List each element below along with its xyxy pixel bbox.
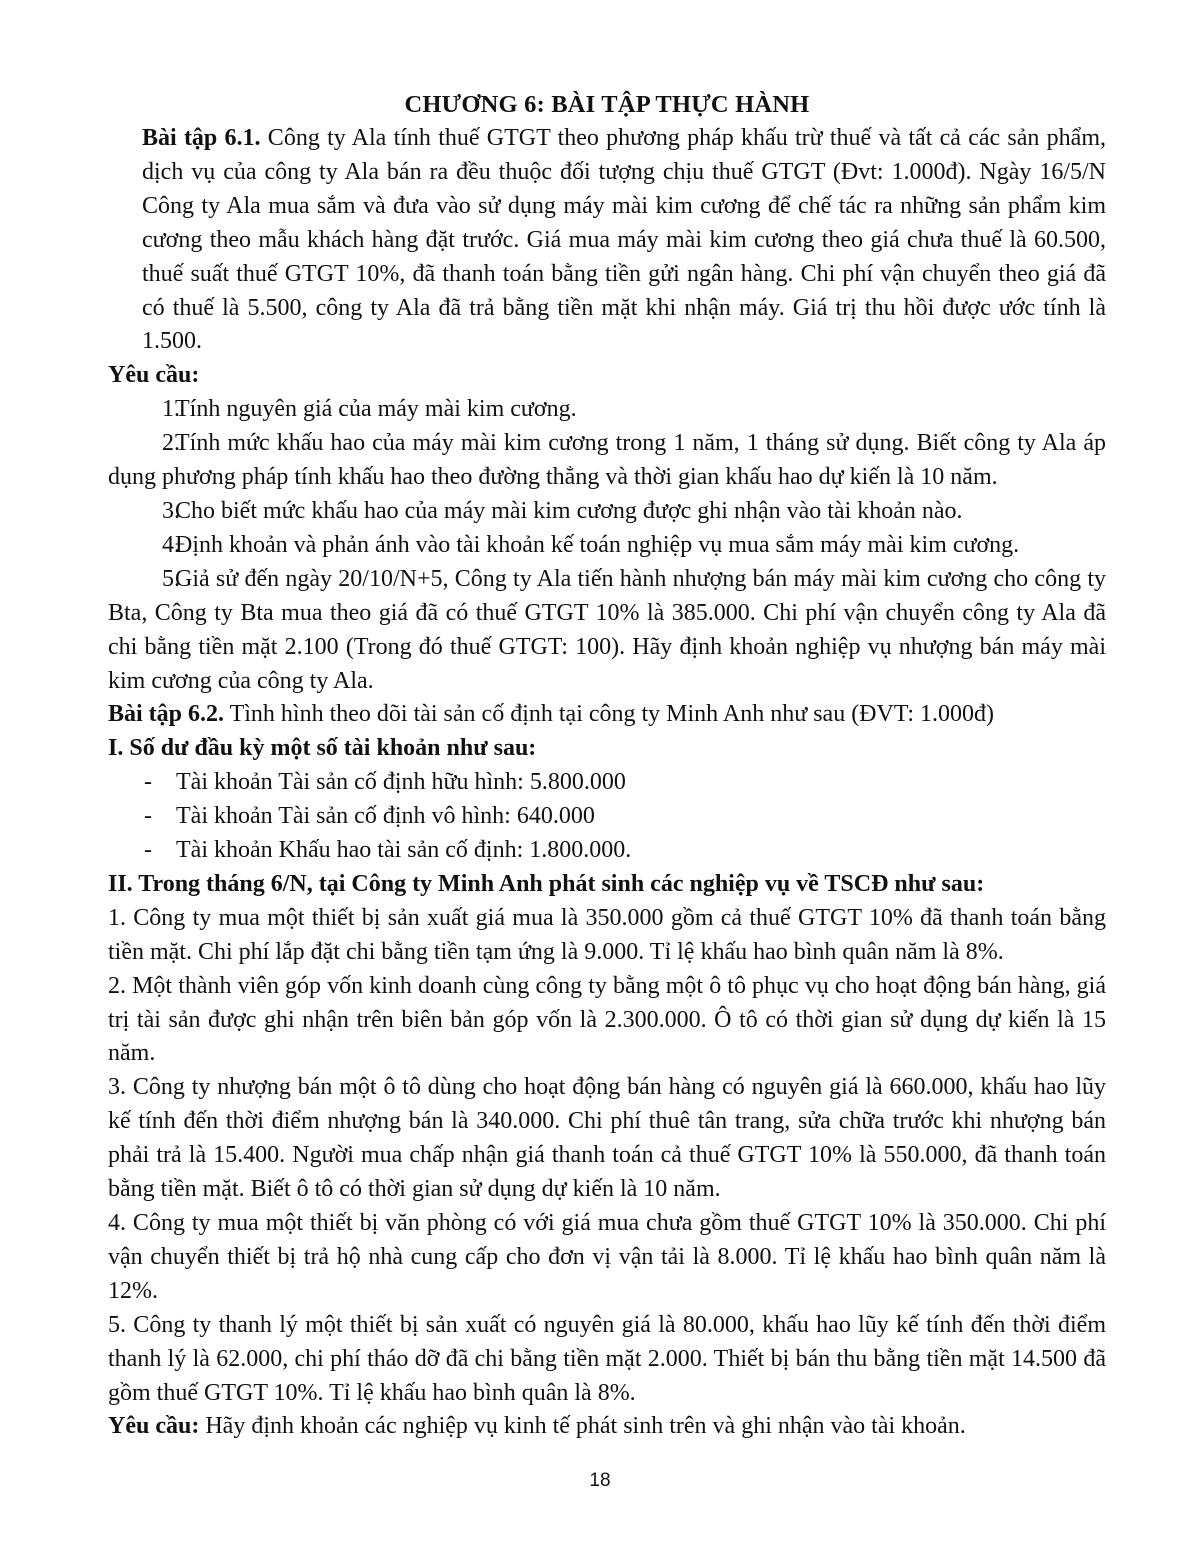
exercise-6-1-paragraph	[142, 122, 1106, 359]
exercise-6-1-intro	[108, 122, 1106, 359]
transaction-item: 1. Công ty mua một thiết bị sản xuất giá mua là 350.000 gồm cả thuế GTGT 10% đã thanh toán bằng tiền mặt. Chi phí lắp đặt chi bằng tiền tạm ứng là 9.000. Tỉ lệ khấu hao bình quân năm là 8%.	[108, 904, 1106, 965]
balance-item	[108, 834, 1106, 868]
requirement-item	[108, 393, 1106, 427]
exercise-6-2-body: Tình hình theo dõi tài sản cố định tại công ty Minh Anh như sau (ĐVT: 1.000đ)	[224, 701, 994, 728]
final-requirement-text: Hãy định khoản các nghiệp vụ kinh tế phát sinh trên và ghi nhận vào tài khoản.	[199, 1413, 966, 1440]
requirement-number: 5.	[162, 565, 180, 592]
exercise-6-2-label: Bài tập 6.2.	[108, 701, 225, 728]
transaction-item: 2. Một thành viên góp vốn kinh doanh cùng công ty bằng một ô tô phục vụ cho hoạt động bán hàng, giá trị tài sản được ghi nhận trên biên bản góp vốn là 2.300.000. Ô tô có thời gian sử dụng dự kiến là 15 năm.	[108, 972, 1106, 1067]
requirement-number: 3.	[162, 497, 180, 524]
requirement-item	[108, 495, 1106, 529]
transaction-item: 4. Công ty mua một thiết bị văn phòng có với giá mua chưa gồm thuế GTGT 10% là 350.000. Chi phí vận chuyển thiết bị trả hộ nhà cung cấp cho đơn vị vận tải là 8.000. Tỉ lệ khấu hao bình quân năm là 12%.	[108, 1210, 1106, 1304]
document-page	[108, 88, 1106, 1444]
bullet-dash: -	[144, 769, 152, 796]
page-number: 18	[589, 1470, 611, 1491]
requirement-item	[108, 563, 1106, 699]
requirement-number: 4.	[162, 531, 180, 558]
requirement-text: Tính nguyên giá của máy mài kim cương.	[175, 396, 577, 423]
requirement-number: 1.	[162, 396, 180, 423]
requirement-item	[108, 427, 1106, 495]
balance-item	[108, 800, 1106, 834]
final-requirement	[108, 1410, 1106, 1444]
transactions-heading: II. Trong tháng 6/N, tại Công ty Minh Anh phát sinh các nghiệp vụ về TSCĐ như sau:	[108, 870, 985, 897]
requirement-text: Định khoản và phản ánh vào tài khoản kế toán nghiệp vụ mua sắm máy mài kim cương.	[175, 531, 1020, 558]
exercise-6-1-label: Bài tập 6.1.	[142, 125, 261, 151]
requirement-item	[108, 529, 1106, 563]
exercise-6-2-paragraph	[108, 698, 1106, 732]
bullet-dash: -	[144, 837, 152, 864]
requirements-heading: Yêu cầu:	[108, 362, 200, 389]
balance-item	[108, 766, 1106, 800]
requirement-text: Giả sử đến ngày 20/10/N+5, Công ty Ala tiến hành nhượng bán máy mài kim cương cho công ty Bta, Công ty Bta mua theo giá đã có thuế GTGT 10% là 385.000. Chi phí vận chuyển công ty Ala đã chi bằng tiền mặt 2.100 (Trong đó thuế GTGT: 100). Hãy định khoản nghiệp vụ nhượng bán máy mài kim cương của công ty Ala.	[108, 565, 1106, 694]
balance-text: Tài khoản Tài sản cố định hữu hình: 5.800.000	[176, 769, 626, 796]
requirement-number: 2.	[162, 430, 180, 457]
opening-balances-heading: I. Số dư đầu kỳ một số tài khoản như sau:	[108, 735, 537, 762]
requirement-text: Cho biết mức khấu hao của máy mài kim cương được ghi nhận vào tài khoản nào.	[175, 497, 963, 524]
bullet-dash: -	[144, 803, 152, 830]
chapter-title: CHƯƠNG 6: BÀI TẬP THỰC HÀNH	[404, 91, 810, 118]
final-requirement-label: Yêu cầu:	[108, 1413, 200, 1440]
balance-text: Tài khoản Tài sản cố định vô hình: 640.000	[176, 803, 595, 830]
transaction-item: 5. Công ty thanh lý một thiết bị sản xuất có nguyên giá là 80.000, khấu hao lũy kế tính đến thời điểm thanh lý là 62.000, chi phí tháo dỡ đã chi bằng tiền mặt 2.000. Thiết bị bán thu bằng tiền mặt 14.500 đã gồm thuế GTGT 10%. Tỉ lệ khấu hao bình quân là 8%.	[108, 1311, 1106, 1406]
exercise-6-1-body: Công ty Ala tính thuế GTGT theo phương pháp khấu trừ thuế và tất cả các sản phẩm, dịch vụ của công ty Ala bán ra đều thuộc đối tượng chịu thuế GTGT (Đvt: 1.000đ). Ngày 16/5/N Công ty Ala mua sắm và đưa vào sử dụng máy mài kim cương để chế tác ra những sản phẩm kim cương theo mẫu khách hàng đặt trước. Giá mua máy mài kim cương theo giá chưa thuế là 60.500, thuế suất thuế GTGT 10%, đã thanh toán bằng tiền gửi ngân hàng. Chi phí vận chuyển theo giá đã có thuế là 5.500, công ty Ala đã trả bằng tiền mặt khi nhận máy. Giá trị thu hồi được ước tính là 1.500.	[142, 125, 1106, 355]
requirement-text: Tính mức khấu hao của máy mài kim cương trong 1 năm, 1 tháng sử dụng. Biết công ty Ala áp dụng phương pháp tính khấu hao theo đường thẳng và thời gian khấu hao dự kiến là 10 năm.	[108, 430, 1106, 491]
balance-text: Tài khoản Khấu hao tài sản cố định: 1.800.000.	[176, 837, 632, 864]
transaction-item: 3. Công ty nhượng bán một ô tô dùng cho hoạt động bán hàng có nguyên giá là 660.000, khấu hao lũy kế tính đến thời điểm nhượng bán là 340.000. Chi phí thuê tân trang, sửa chữa trước khi nhượng bán phải trả là 15.400. Người mua chấp nhận giá thanh toán cả thuế GTGT 10% là 550.000, đã thanh toán bằng tiền mặt. Biết ô tô có thời gian sử dụng dự kiến là 10 năm.	[108, 1074, 1106, 1203]
